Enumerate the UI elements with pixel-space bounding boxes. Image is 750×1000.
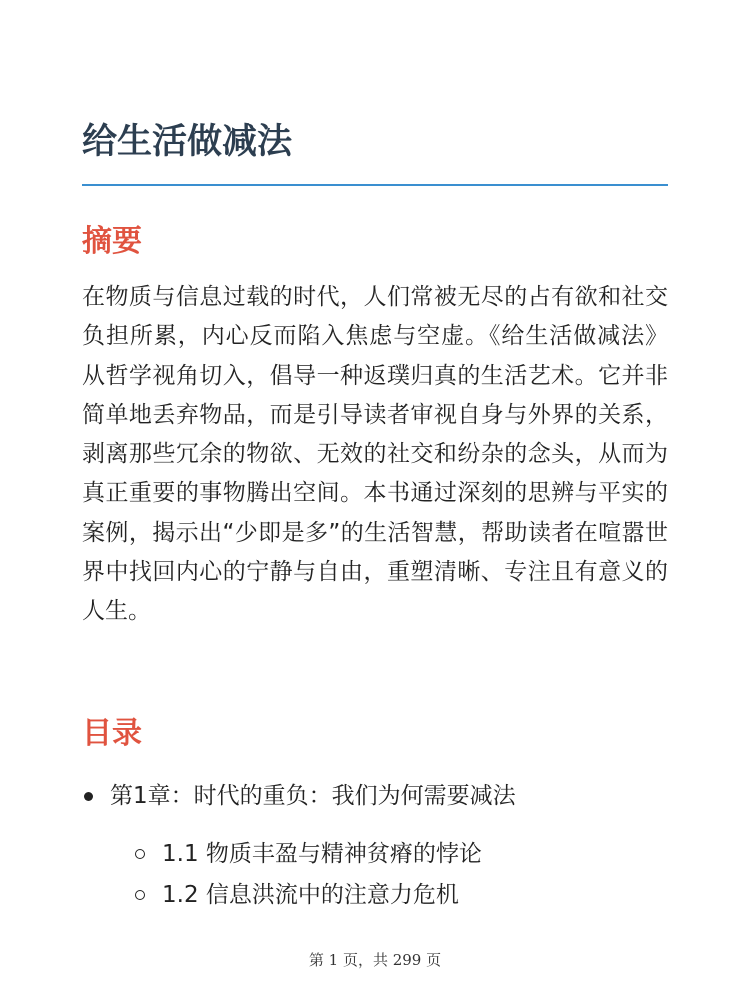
toc-section-label: 1.1 物质丰盈与精神贫瘠的悖论 (162, 841, 482, 867)
toc-chapter-label: 第1章：时代的重负：我们为何需要减法 (110, 783, 516, 809)
bullet-circle-icon (135, 849, 145, 859)
toc-chapter-1[interactable] (110, 778, 516, 814)
toc-section-1-2[interactable] (162, 877, 459, 913)
bullet-circle-icon (135, 890, 145, 900)
bullet-disc-icon (84, 792, 93, 801)
page-number-footer: 第 1 页，共 299 页 (308, 951, 442, 969)
summary-heading: 摘要 (82, 224, 142, 259)
title-divider (82, 184, 668, 186)
toc-section-label: 1.2 信息洪流中的注意力危机 (162, 882, 459, 908)
summary-paragraph: 在物质与信息过载的时代，人们常被无尽的占有欲和社交负担所累，内心反而陷入焦虑与空虚。《给生活做减法》从哲学视角切入，倡导一种返璞归真的生活艺术。它并非简单地丢弃物品，而是引导读者审视自身与外界的关系，剥离那些冗余的物欲、无效的社交和纷杂的念头，从而为真正重要的事物腾出空间。本书通过深刻的思辨与平实的案例，揭示出“少即是多”的生活智慧，帮助读者在喧嚣世界中找回内心的宁静与自由，重塑清晰、专注且有意义的人生。 (82, 284, 668, 625)
toc-section-1-1[interactable] (162, 836, 482, 872)
document-title: 给生活做减法 (82, 122, 293, 162)
toc-heading: 目录 (82, 716, 142, 751)
